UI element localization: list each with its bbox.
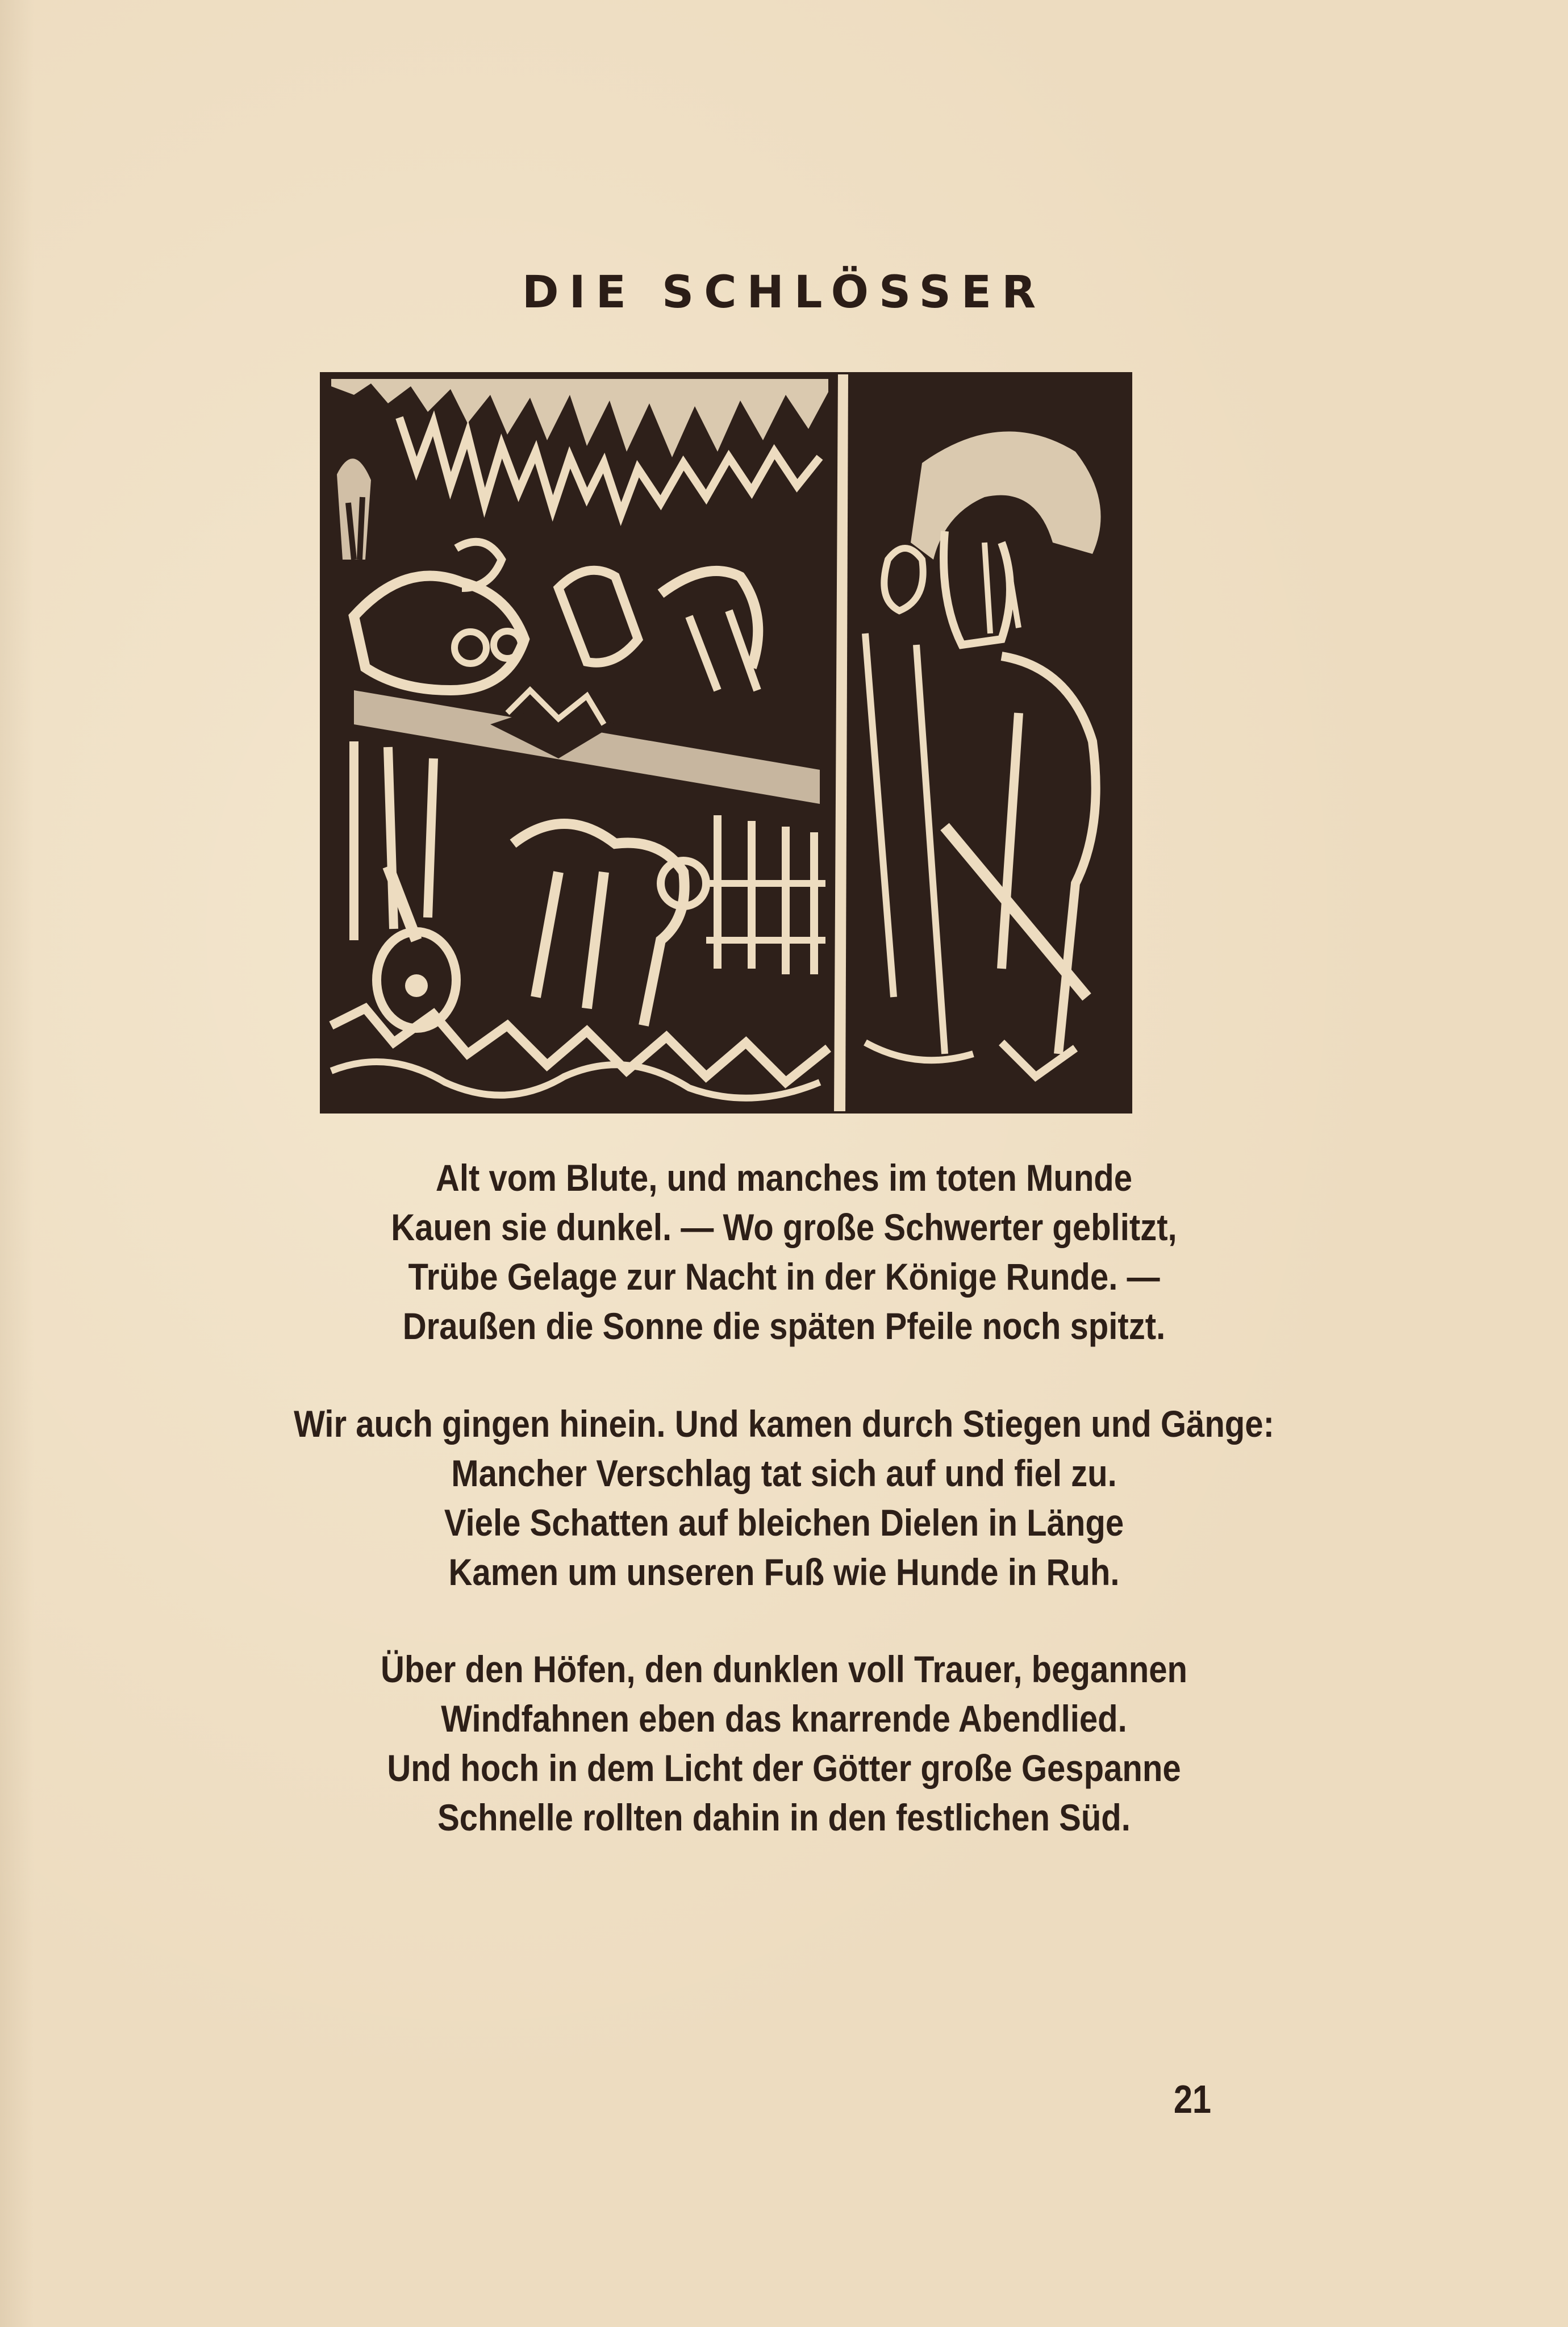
verse-line: Kamen um unseren Fuß wie Hunde in Ruh.: [448, 1551, 1120, 1593]
stanza-3: [94, 1645, 1474, 1842]
page-number: 21: [1173, 2077, 1212, 2121]
verse-line: Mancher Verschlag tat sich auf und fiel zu.: [451, 1452, 1117, 1494]
verse-line: Kauen sie dunkel. — Wo große Schwerter geblitzt,: [391, 1206, 1177, 1248]
page-title: DIE SCHLÖSSER: [522, 267, 1046, 318]
verse-line: Trübe Gelage zur Nacht in der Könige Runde. —: [408, 1256, 1160, 1298]
verse-line: Schnelle rollten dahin in den festlichen Süd.: [437, 1796, 1131, 1838]
stanza-1: [94, 1153, 1474, 1351]
verse-line: Viele Schatten auf bleichen Dielen in Länge: [444, 1502, 1124, 1544]
verse-line: Wir auch gingen hinein. Und kamen durch Stiegen und Gänge:: [294, 1403, 1274, 1445]
verse-line: Windfahnen eben das knarrende Abendlied.: [441, 1698, 1127, 1740]
verse-line: Und hoch in dem Licht der Götter große Gespanne: [387, 1747, 1181, 1789]
verse-line: Über den Höfen, den dunklen voll Trauer, begannen: [381, 1648, 1187, 1690]
woodcut-illustration: [320, 372, 1132, 1114]
verse-line: Alt vom Blute, und manches im toten Munde: [435, 1157, 1133, 1199]
verse-line: Draußen die Sonne die späten Pfeile noch spitzt.: [402, 1305, 1166, 1347]
stanza-2: [94, 1399, 1474, 1597]
